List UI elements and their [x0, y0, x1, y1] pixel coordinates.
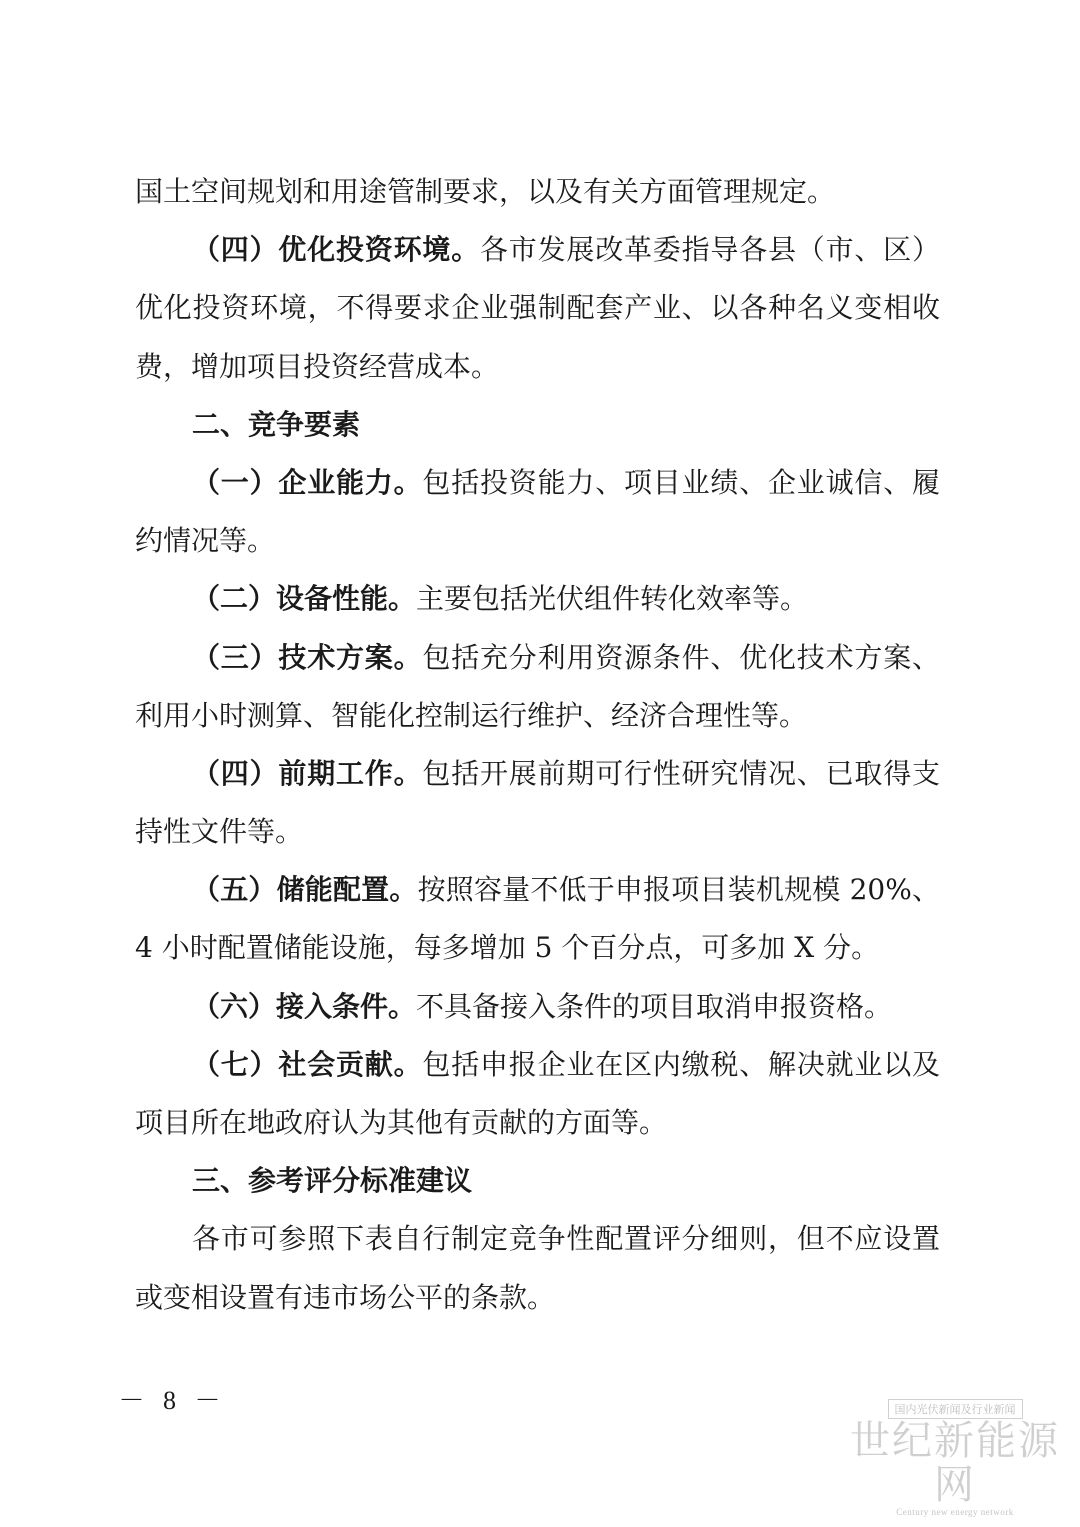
- paragraph-line-6: （一）企业能力。包括投资能力、项目业绩、企业诚信、履: [192, 465, 940, 499]
- paragraph-line-17: 项目所在地政府认为其他有贡献的方面等。: [135, 1106, 668, 1139]
- paragraph-line-15: （六）接入条件。不具备接入条件的项目取消申报资格。: [192, 989, 893, 1023]
- paragraph-line-3: 优化投资环境，不得要求企业强制配套产业、以各种名义变相收: [135, 291, 940, 325]
- paragraph-line-7: 约情况等。: [135, 524, 276, 558]
- paragraph-line-10: 利用小时测算、智能化控制运行维护、经济合理性等。: [135, 698, 808, 732]
- section-heading-2: 二、竞争要素: [192, 407, 361, 441]
- paragraph-line-9: （三）技术方案。包括充分利用资源条件、优化技术方案、: [192, 640, 940, 674]
- paragraph-line-19: 各市可参照下表自行制定竞争性配置评分细则，但不应设置: [192, 1222, 940, 1256]
- paragraph-line-14: 4 小时配置储能设施，每多增加 5 个百分点，可多加 X 分。: [135, 931, 880, 965]
- item-heading-6: （六）接入条件。: [192, 989, 417, 1023]
- item-heading-3: （三）技术方案。: [192, 640, 423, 674]
- document-body: [135, 163, 940, 1327]
- paragraph-line-8: （二）设备性能。主要包括光伏组件转化效率等。: [192, 582, 809, 616]
- watermark-logo: [850, 1398, 1060, 1517]
- watermark-tagline: 国内光伏新闻及行业新闻: [888, 1399, 1023, 1419]
- page-number: － 8 －: [118, 1386, 227, 1415]
- item-heading-2: （二）设备性能。: [192, 582, 417, 616]
- section-heading-3: 三、参考评分标准建议: [192, 1164, 473, 1198]
- paragraph-line-11: （四）前期工作。包括开展前期可行性研究情况、已取得支: [192, 756, 940, 790]
- watermark-title: 世纪新能源网: [850, 1418, 1060, 1508]
- item-heading-4: （四）前期工作。: [192, 756, 423, 790]
- paragraph-line-1: 国土空间规划和用途管制要求，以及有关方面管理规定。: [135, 175, 836, 208]
- paragraph-line-13: （五）储能配置。按照容量不低于申报项目装机规模 20%、: [192, 873, 940, 907]
- item-heading-5: （五）储能配置。: [192, 873, 418, 907]
- section-heading-4-1: （四）优化投资环境。: [192, 233, 480, 267]
- paragraph-line-2: （四）优化投资环境。各市发展改革委指导各县（市、区）: [192, 233, 940, 267]
- item-heading-7: （七）社会贡献。: [192, 1047, 423, 1081]
- paragraph-line-16: （七）社会贡献。包括申报企业在区内缴税、解决就业以及: [192, 1047, 940, 1081]
- paragraph-line-12: 持性文件等。: [135, 815, 304, 849]
- item-heading-1: （一）企业能力。: [192, 465, 423, 499]
- watermark-english: Century new energy network: [896, 1507, 1014, 1517]
- paragraph-line-4: 费，增加项目投资经营成本。: [135, 349, 500, 383]
- paragraph-line-20: 或变相设置有违市场公平的条款。: [135, 1280, 556, 1314]
